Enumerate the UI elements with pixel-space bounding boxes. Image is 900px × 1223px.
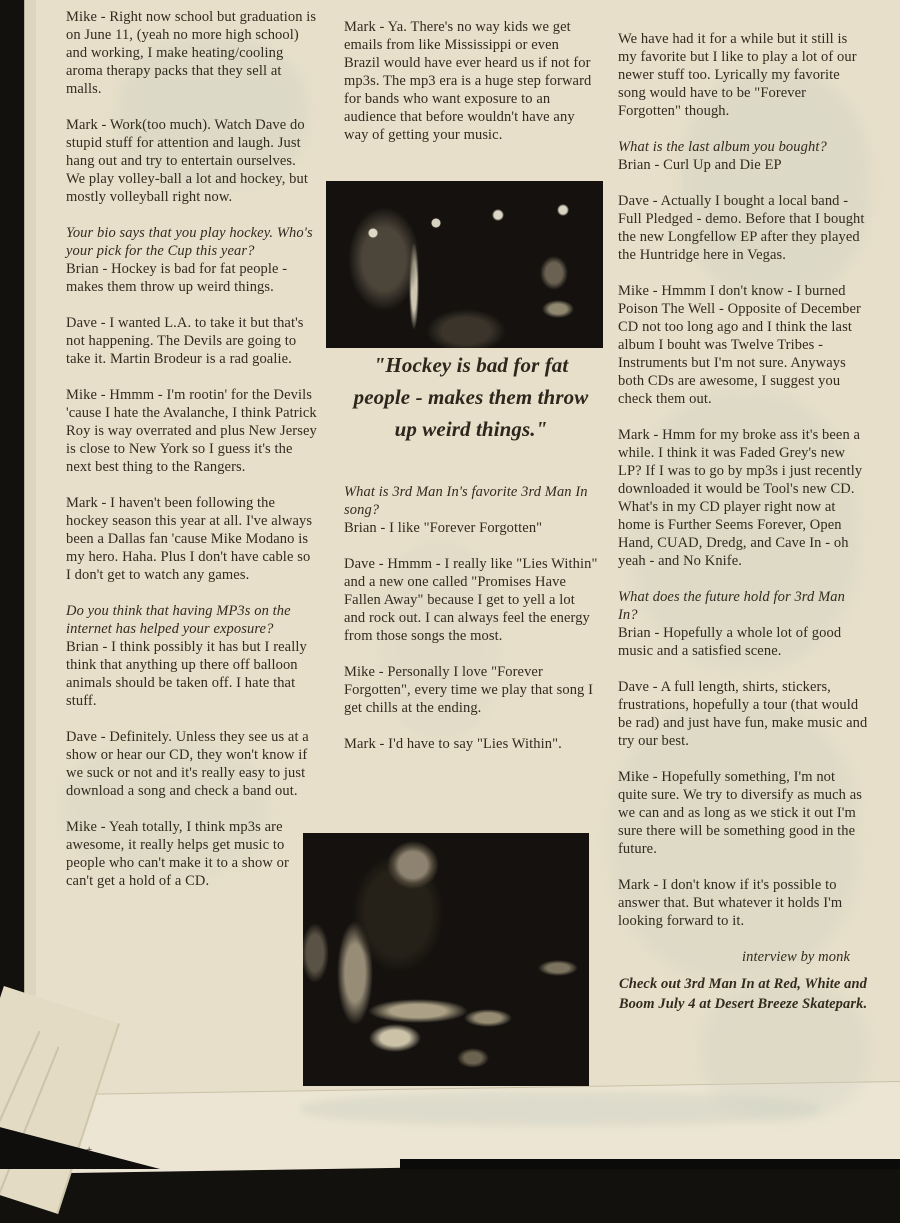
pull-quote: "Hockey is bad for fat people - makes them throw up weird things."	[353, 353, 589, 441]
interview-byline: interview by monk	[741, 949, 850, 965]
registration-mark: +	[86, 1144, 93, 1156]
answer-paragraph: Brian - Hopefully a whole lot of good music and a satisfied scene.	[618, 625, 842, 659]
interview-question: Do you think that having MP3s on the internet has helped your exposure?	[66, 603, 291, 637]
answer-paragraph: Mike - Personally I love "Forever Forgotten", every time we play that song I get chills at the ending.	[344, 664, 594, 716]
answer-paragraph: We have had it for a while but it still is my favorite but I like to play a lot of our newer stuff too. Lyrically my favorite song would have to be "Forever Forgotten" though.	[618, 31, 857, 119]
answer-paragraph: Mark - I'd have to say "Lies Within".	[344, 736, 562, 752]
answer-paragraph: Mark - Ya. There's no way kids we get emails from like Mississippi or even Brazil would have ever heard us if not for mp3s. The mp3 era is a huge step forward for bands who want exposure to an audience that before wouldn't have any way of getting your music.	[344, 19, 592, 143]
answer-paragraph: Dave - Definitely. Unless they see us at a show or hear our CD, they won't know if we suck or not and it's really easy to just download a song and check a band out.	[66, 729, 309, 799]
answer-paragraph: Brian - I think possibly it has but I really think that anything up there off balloon animals should be taken off. I hate that stuff.	[66, 639, 307, 709]
answer-paragraph: Mike - Hmmm I don't know - I burned Poison The Well - Opposite of December CD not too long ago and I think the last album I bouht was Twelve Tribes - Instruments but I'm not sure. Anyways both CDs are awesome, I suggest you check them out.	[618, 283, 861, 407]
answer-paragraph: Mark - Work(too much). Watch Dave do stupid stuff for attention and laugh. Just hang out and try to entertain ourselves. We play volley-ball a lot and hockey, but mostly volleyball right now.	[66, 117, 308, 205]
interview-question: What is 3rd Man In's favorite 3rd Man In song?	[344, 484, 588, 518]
answer-paragraph: Dave - Actually I bought a local band - Full Pledged - demo. Before that I bought the new Longfellow EP after they played the Huntridge here in Vegas.	[618, 193, 865, 263]
answer-paragraph: Mike - Hmmm - I'm rootin' for the Devils 'cause I hate the Avalanche, I think Patrick Roy is way overrated and plus New Jersey is close to New York so I guess it's the next best thing to the Rangers.	[66, 387, 317, 475]
live-band-photo	[326, 181, 603, 348]
answer-paragraph: Mike - Right now school but graduation is on June 11, (yeah no more high school) and working, I make heating/cooling aroma therapy packs that they sell at malls.	[66, 9, 317, 97]
text-column-1	[66, 8, 318, 908]
answer-paragraph: Dave - I wanted L.A. to take it but that's not happening. The Devils are going to take it. Martin Brodeur is a rad goalie.	[66, 315, 304, 367]
answer-paragraph: Mike - Hopefully something, I'm not quite sure. We try to diversify as much as we can and as long as we stick it out I'm sure there will be something good in the future.	[618, 769, 862, 857]
interview-question: What is the last album you bought?	[618, 139, 827, 155]
answer-paragraph: Mark - I haven't been following the hockey season this year at all. I've always been a Dallas fan 'cause Mike Modano is my hero. Haha. Plus I don't have cable so I don't get to watch any games.	[66, 495, 313, 583]
answer-paragraph: Mark - Hmm for my broke ass it's been a while. I think it was Faded Grey's new LP? If I was to go by mp3s i just recently downloaded it would be Tool's new CD. What's in my CD player right now at home is Further Seems Forever, Open Hand, CUAD, Dredg, and Cave In - oh yeah - and No Knife.	[618, 427, 863, 569]
answer-paragraph: Brian - Curl Up and Die EP	[618, 157, 782, 173]
guitarist-photo	[303, 833, 589, 1086]
answer-paragraph: Dave - Hmmm - I really like "Lies Within" and a new one called "Promises Have Fallen Away" because I get to yell a lot and rock out. I can always feel the energy from those songs the most.	[344, 556, 598, 644]
answer-paragraph: Mike - Yeah totally, I think mp3s are awesome, it really helps get music to people who can't make it to a show or can't get a hold of a CD.	[66, 819, 289, 889]
interview-question: What does the future hold for 3rd Man In?	[618, 589, 845, 623]
answer-paragraph: Dave - A full length, shirts, stickers, frustrations, hopefully a tour (that would be rad) and just have fun, make music and try our best.	[618, 679, 868, 749]
show-announcement-note: Check out 3rd Man In at Red, White and Boom July 4 at Desert Breeze Skatepark.	[618, 976, 868, 1012]
text-column-3	[618, 30, 868, 1032]
answer-paragraph: Brian - I like "Forever Forgotten"	[344, 520, 543, 536]
scan-edge-bar	[400, 1159, 900, 1169]
interview-question: Your bio says that you play hockey. Who's your pick for the Cup this year?	[66, 225, 313, 259]
answer-paragraph: Mark - I don't know if it's possible to answer that. But whatever it holds I'm looking forward to it.	[618, 877, 843, 929]
text-column-2	[344, 18, 598, 771]
answer-paragraph: Brian - Hockey is bad for fat people - makes them throw up weird things.	[66, 261, 288, 295]
